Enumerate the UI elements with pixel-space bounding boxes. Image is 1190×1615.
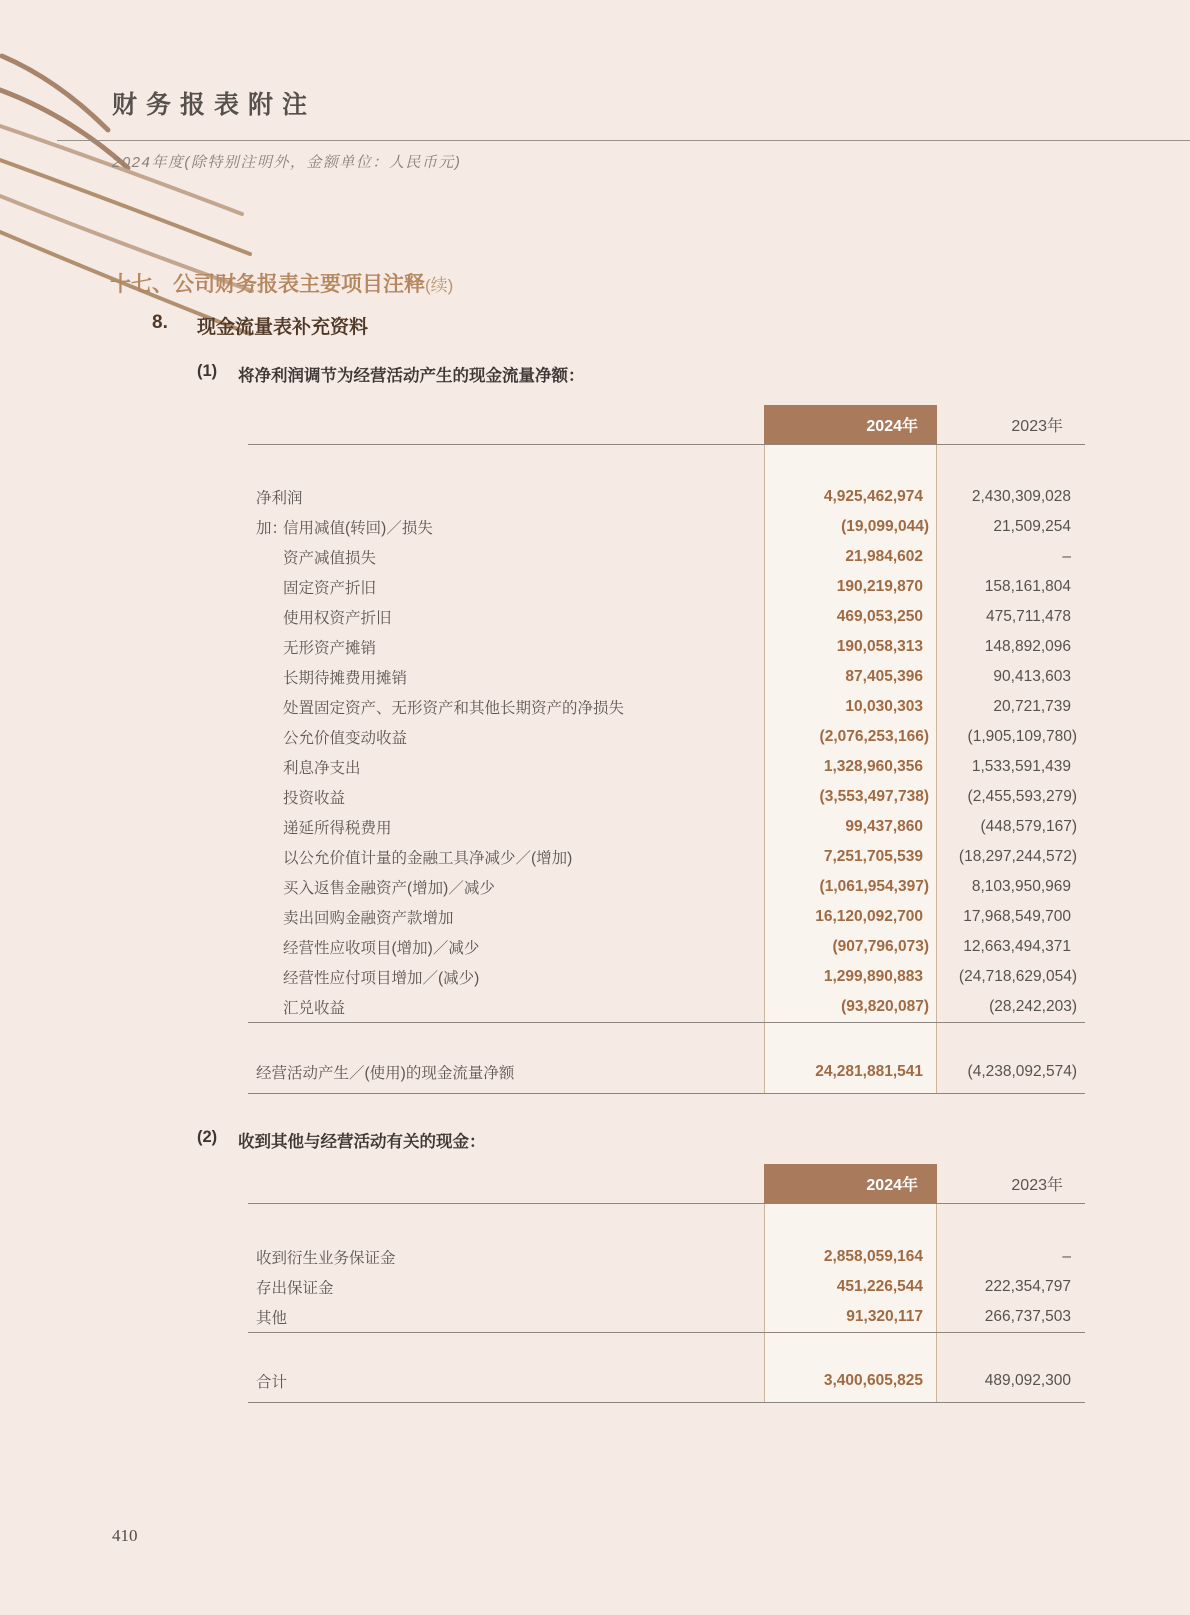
row-label — [248, 876, 764, 898]
row-value-2023: 20,721,739 — [993, 698, 1071, 715]
row-value-2024: 7,251,705,539 — [823, 848, 923, 865]
table-row — [248, 1272, 1085, 1302]
total-label: 经营活动产生／(使用)的现金流量净额 — [256, 1065, 515, 1082]
row-value-2024: (3,553,497,738) — [819, 788, 929, 805]
table-row — [248, 962, 1085, 992]
row-label: 存出保证金 — [256, 1280, 334, 1297]
row-value-2023: 1,533,591,439 — [971, 758, 1071, 775]
row-label — [248, 906, 764, 928]
row-label-text: 经营性应付项目增加／(减少) — [283, 970, 480, 987]
row-value-2023: (24,718,629,054) — [958, 968, 1077, 985]
row-value-2024: (907,796,073) — [832, 938, 929, 955]
row-value-2024: 190,219,870 — [836, 578, 923, 595]
row-value-2024: (93,820,087) — [841, 998, 929, 1015]
row-label: 收到衍生业务保证金 — [256, 1250, 396, 1267]
item-2-title: 收到其他与经营活动有关的现金： — [238, 1133, 486, 1151]
row-label-text: 递延所得税费用 — [283, 820, 392, 837]
subsection-heading — [152, 312, 368, 339]
row-value-2024: 10,030,303 — [845, 698, 923, 715]
row-value-2024: 21,984,602 — [845, 548, 923, 565]
row-label — [248, 516, 764, 538]
row-value-2023: 17,968,549,700 — [963, 908, 1071, 925]
subsection-title: 现金流量表补充资料 — [197, 317, 369, 338]
column-header-2024: 2024年 — [764, 405, 937, 444]
row-label — [248, 936, 764, 958]
page-number: 410 — [112, 1526, 138, 1545]
item-2-heading — [197, 1128, 486, 1152]
item-1-title: 将净利润调节为经营活动产生的现金流量净额： — [238, 367, 585, 385]
page-subtitle: 2024年度(除特别注明外，金额单位：人民币元) — [112, 154, 462, 171]
row-value-2024: 1,328,960,356 — [823, 758, 923, 775]
row-value-2023: 2,430,309,028 — [971, 488, 1071, 505]
section-heading — [110, 268, 453, 298]
row-value-2023: – — [1062, 548, 1071, 565]
row-label — [248, 576, 764, 598]
table-row — [248, 572, 1085, 602]
section-title: 十七、公司财务报表主要项目注释 — [110, 273, 425, 296]
row-label-text: 资产减值损失 — [283, 550, 377, 567]
row-label-text: 公允价值变动收益 — [283, 730, 408, 747]
table-row — [248, 1242, 1085, 1272]
row-value-2023: 12,663,494,371 — [963, 938, 1071, 955]
table-1-header — [248, 405, 1085, 444]
row-label-text: 汇兑收益 — [283, 1000, 346, 1017]
row-label-text: 卖出回购金融资产款增加 — [283, 910, 454, 927]
row-value-2024: 99,437,860 — [845, 818, 923, 835]
section-continued: (续) — [425, 276, 454, 295]
row-value-2024: 16,120,092,700 — [815, 908, 923, 925]
row-label-text: 投资收益 — [283, 790, 346, 807]
table-row — [248, 992, 1085, 1022]
column-header-2023: 2023年 — [1011, 418, 1063, 435]
total-value-2024: 3,400,605,825 — [823, 1372, 923, 1389]
row-value-2024: (1,061,954,397) — [819, 878, 929, 895]
row-label — [248, 696, 764, 718]
row-value-2023: (28,242,203) — [989, 998, 1077, 1015]
row-value-2024: (19,099,044) — [841, 518, 929, 535]
total-value-2023: (4,238,092,574) — [967, 1063, 1077, 1080]
row-label — [248, 636, 764, 658]
row-value-2024: 4,925,462,974 — [823, 488, 923, 505]
row-value-2023: 8,103,950,969 — [971, 878, 1071, 895]
row-value-2024: 87,405,396 — [845, 668, 923, 685]
row-label-text: 经营性应收项目(增加)／减少 — [283, 940, 480, 957]
table-row — [248, 482, 1085, 512]
row-label-text: 使用权资产折旧 — [283, 610, 392, 627]
table-row — [248, 902, 1085, 932]
header-divider — [57, 140, 1190, 141]
row-value-2023: 21,509,254 — [993, 518, 1071, 535]
row-value-2023: 158,161,804 — [984, 578, 1071, 595]
table-row — [248, 512, 1085, 542]
row-value-2024: 1,299,890,883 — [823, 968, 923, 985]
row-value-2023: 90,413,603 — [993, 668, 1071, 685]
total-value-2024: 24,281,881,541 — [815, 1063, 923, 1080]
row-label-text: 利息净支出 — [283, 760, 361, 777]
row-label-text: 无形资产摊销 — [283, 640, 377, 657]
row-label — [248, 666, 764, 688]
row-value-2024: 2,858,059,164 — [823, 1248, 923, 1265]
row-label-text: 以公允价值计量的金融工具净减少／(增加) — [283, 850, 573, 867]
table-1 — [248, 444, 1085, 1094]
table-2 — [248, 1203, 1085, 1403]
table-row — [248, 542, 1085, 572]
row-label-text: 买入返售金融资产(增加)／减少 — [283, 880, 495, 897]
row-label-text: 固定资产折旧 — [283, 580, 377, 597]
item-1-heading — [197, 362, 585, 386]
row-label — [248, 996, 764, 1018]
row-label: 净利润 — [256, 490, 303, 507]
row-label — [248, 816, 764, 838]
table-row — [248, 842, 1085, 872]
row-value-2024: 91,320,117 — [846, 1308, 923, 1325]
total-label: 合计 — [256, 1374, 288, 1391]
row-prefix: 加： — [256, 520, 288, 537]
row-value-2024: 190,058,313 — [836, 638, 923, 655]
row-label — [248, 546, 764, 568]
table-row — [248, 1302, 1085, 1332]
table-row — [248, 632, 1085, 662]
table-row — [248, 752, 1085, 782]
row-label — [248, 846, 764, 868]
table-row — [248, 692, 1085, 722]
row-value-2023: 475,711,478 — [985, 608, 1071, 625]
row-value-2023: 222,354,797 — [984, 1278, 1071, 1295]
table-row — [248, 782, 1085, 812]
column-header-2023: 2023年 — [1011, 1177, 1063, 1194]
item-1-number: (1) — [197, 362, 218, 380]
total-value-2023: 489,092,300 — [984, 1372, 1071, 1389]
row-label — [248, 966, 764, 988]
row-value-2023: – — [1062, 1248, 1071, 1265]
table-2-header — [248, 1164, 1085, 1203]
row-value-2023: (18,297,244,572) — [958, 848, 1077, 865]
row-value-2024: (2,076,253,166) — [819, 728, 929, 745]
row-value-2023: (448,579,167) — [980, 818, 1077, 835]
page-title: 财务报表附注 — [112, 92, 317, 119]
row-label-text: 长期待摊费用摊销 — [283, 670, 408, 687]
row-value-2023: (2,455,593,279) — [967, 788, 1077, 805]
row-label-text: 处置固定资产、无形资产和其他长期资产的净损失 — [283, 700, 625, 717]
table-row — [248, 722, 1085, 752]
table-2-total-section — [248, 1332, 1085, 1402]
column-header-2024: 2024年 — [764, 1164, 937, 1203]
row-label — [248, 786, 764, 808]
subsection-number: 8. — [152, 312, 168, 333]
table-row — [248, 932, 1085, 962]
row-value-2023: 148,892,096 — [984, 638, 1071, 655]
row-label — [248, 756, 764, 778]
table-row — [248, 812, 1085, 842]
row-value-2024: 469,053,250 — [836, 608, 923, 625]
row-label-text: 信用减值(转回)／损失 — [283, 520, 433, 537]
row-value-2024: 451,226,544 — [836, 1278, 923, 1295]
table-row — [248, 662, 1085, 692]
table-row — [248, 602, 1085, 632]
row-value-2023: (1,905,109,780) — [967, 728, 1077, 745]
item-2-number: (2) — [197, 1128, 218, 1146]
row-value-2023: 266,737,503 — [984, 1308, 1071, 1325]
row-label: 其他 — [256, 1310, 288, 1327]
table-1-total-section — [248, 1022, 1085, 1093]
table-row — [248, 872, 1085, 902]
row-label — [248, 726, 764, 748]
row-label — [248, 606, 764, 628]
